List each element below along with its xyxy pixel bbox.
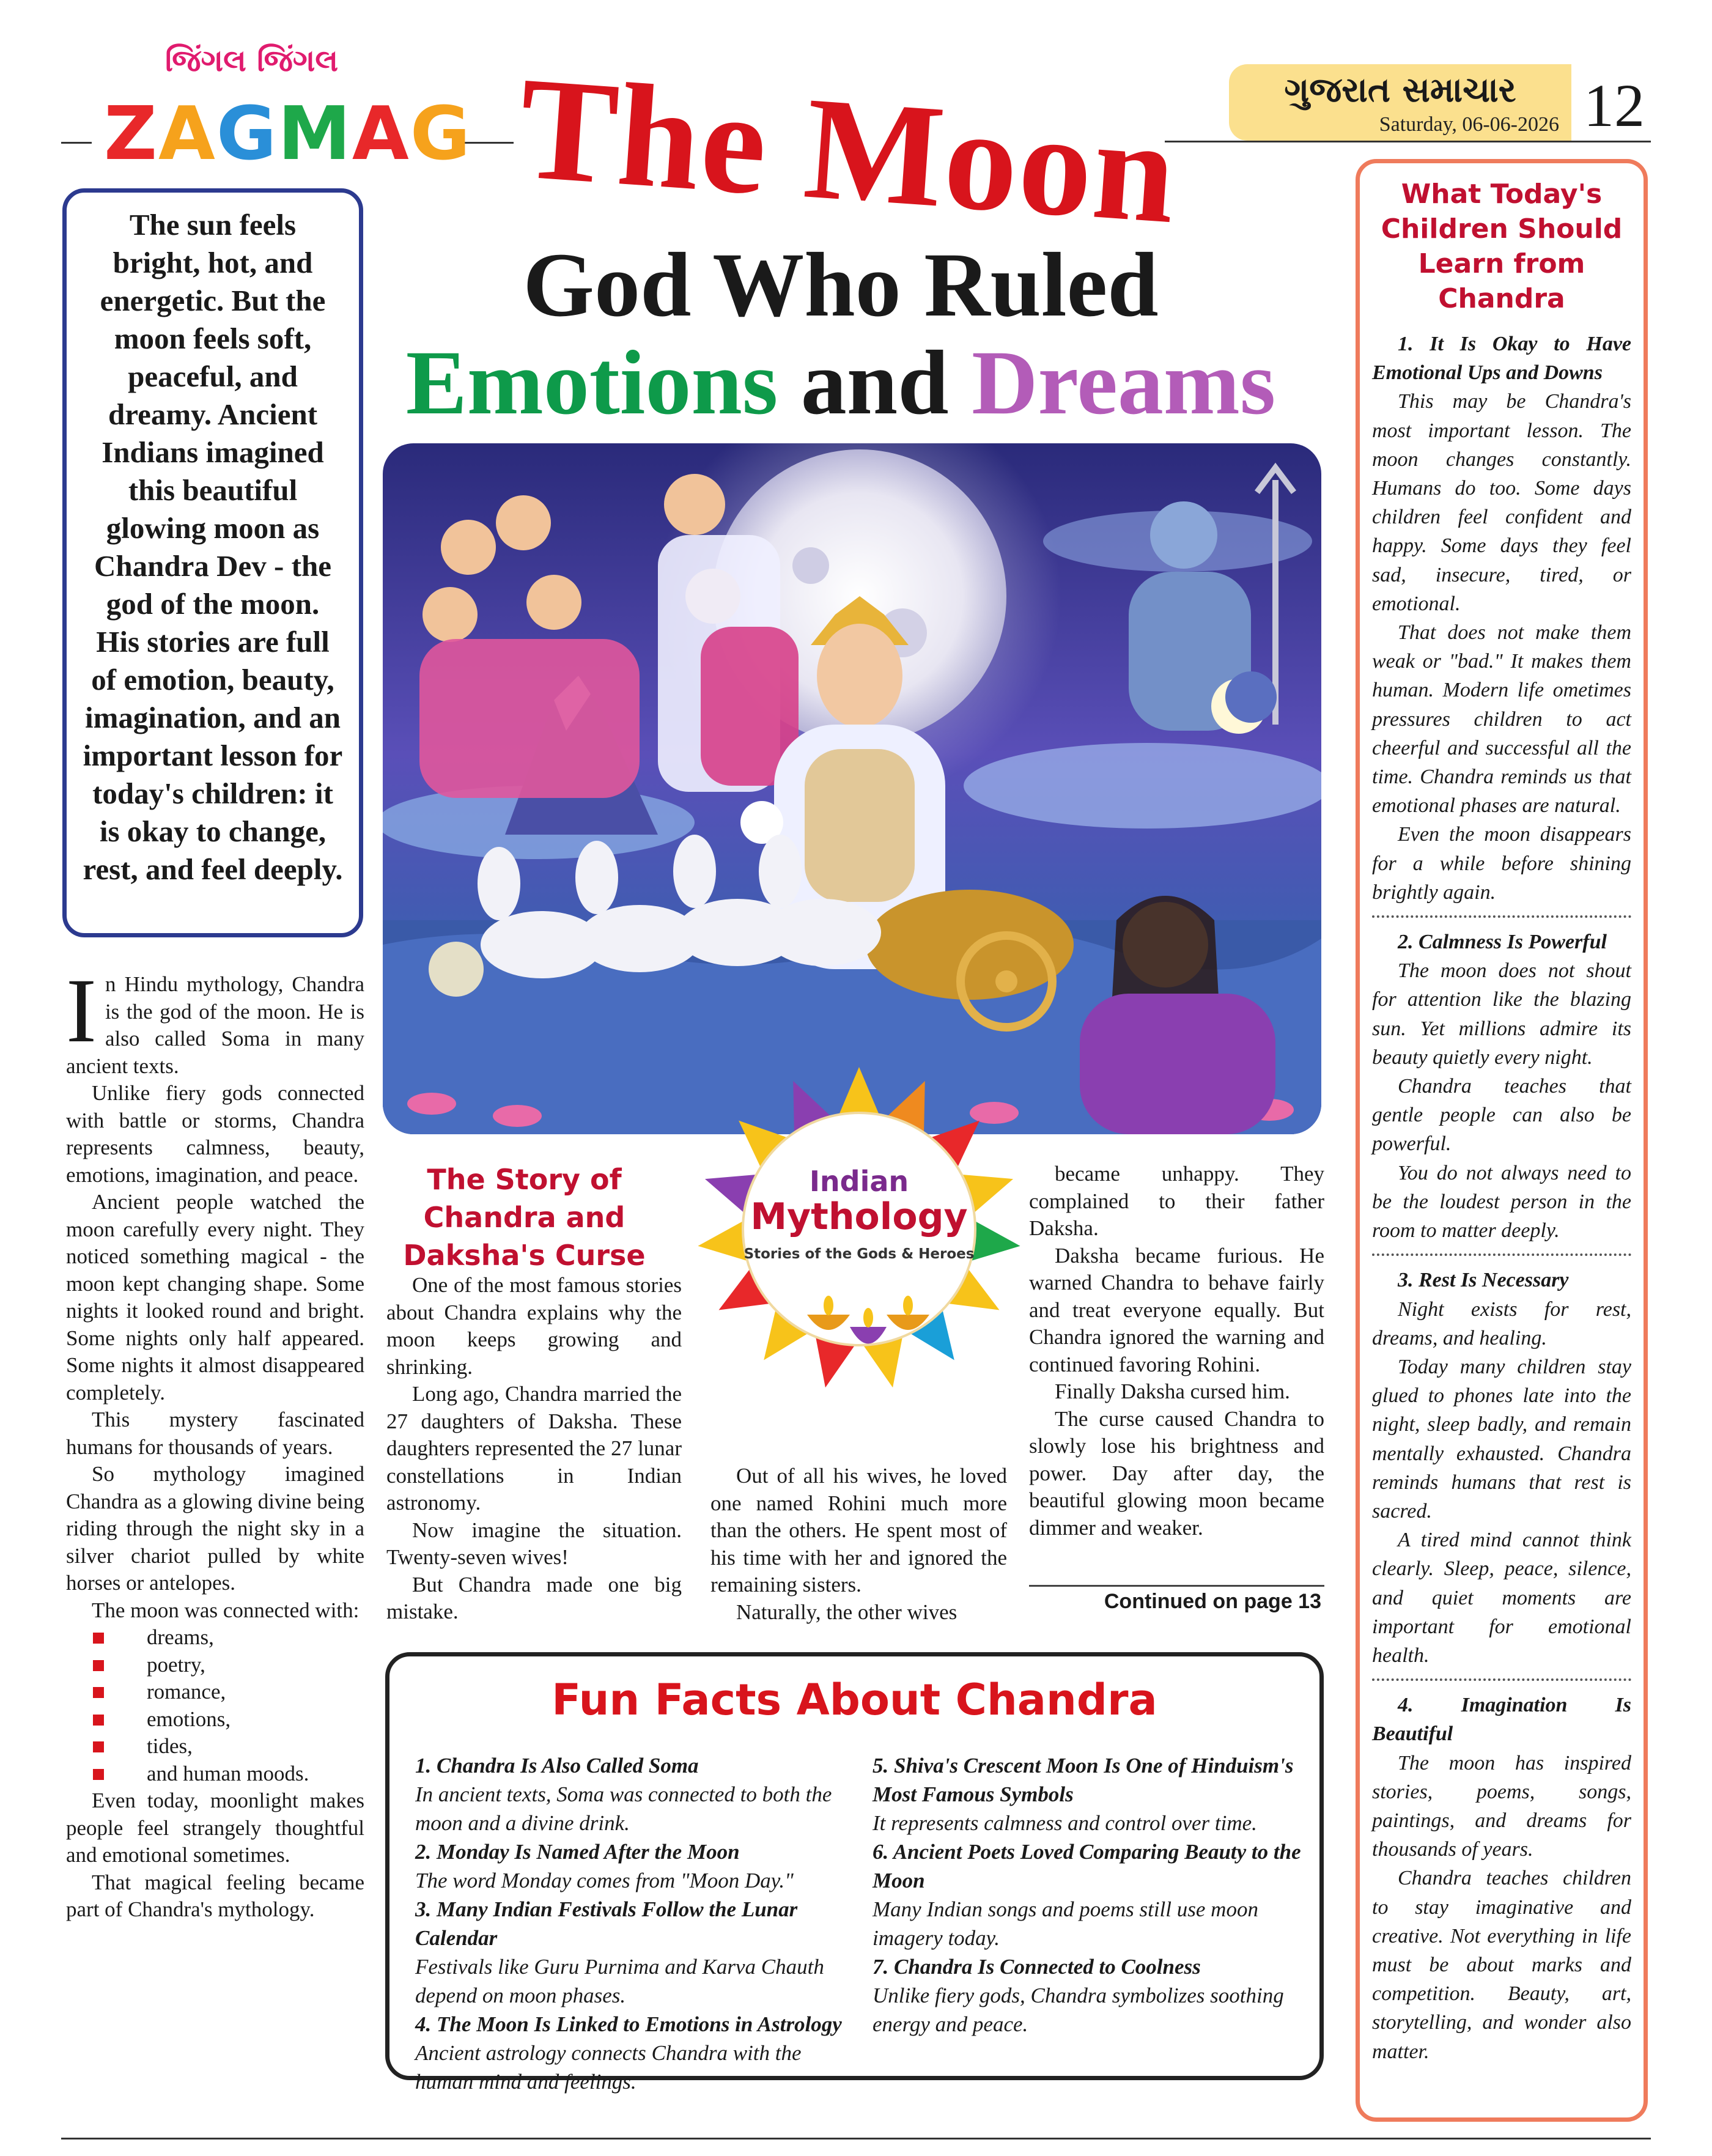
headline-the-moon: The Moon — [514, 45, 1183, 254]
logo-letter: Z — [104, 92, 159, 177]
sidebar-para: The moon does not shout for attention like the blazing sun. Yet millions admire its beauty quietly every night. — [1372, 959, 1631, 1069]
lessons-sidebar — [1356, 159, 1648, 2122]
zagmag-logo — [92, 43, 472, 183]
left-para-6: The moon was connected with: — [92, 1598, 360, 1622]
fact-text: Ancient astrology connects Chandra with the human mind and feelings. — [415, 2041, 802, 2094]
sidebar-section-3 — [1372, 1266, 1631, 1670]
story-heading: The Story of Chandra and Daksha's Curse — [403, 1163, 646, 1272]
sidebar-para: Chandra teaches that gentle people can also be powerful. — [1372, 1075, 1631, 1156]
sidebar-para: That does not make them weak or "bad." It makes them human. Modern life ometimes pressures children to act cheerful and successful all the time. Chandra reminds us that emotional phases are natural. — [1372, 621, 1631, 818]
logo-letter: G — [216, 92, 278, 177]
fun-facts-column-2 — [873, 1751, 1307, 2039]
badge-flower-art — [685, 1058, 1033, 1425]
sidebar-section-1 — [1372, 330, 1631, 907]
list-item: romance, — [79, 1678, 364, 1706]
sidebar-section-heading: 2. Calmness Is Powerful — [1398, 931, 1607, 954]
fact-heading: 3. Many Indian Festivals Follow the Lunar Calendar — [415, 1897, 798, 1950]
sidebar-section-2 — [1372, 928, 1631, 1245]
fact-heading: 6. Ancient Poets Loved Comparing Beauty to the Moon — [873, 1840, 1301, 1892]
story-para: Out of all his wives, he loved one named Rohini much more than the others. He spent most of his time with her and ignored the remaining sisters. — [710, 1464, 1007, 1597]
sidebar-para: Chandra teaches children to stay imaginative and creative. Not everything in life must be about marks and competition. Beauty, art, storytelling, and wonder also matter. — [1372, 1867, 1631, 2063]
sidebar-divider — [1372, 1253, 1631, 1256]
headline-word-emotions: Emotions — [405, 332, 778, 434]
sidebar-section-heading: 4. Imagination Is Beautiful — [1372, 1694, 1631, 1746]
story-para: Finally Daksha cursed him. — [1055, 1379, 1290, 1403]
chandra-illustration-art — [383, 443, 1321, 1134]
left-para-7: Even today, moonlight makes people feel strangely thoughtful and emotional sometimes. — [66, 1789, 364, 1867]
logo-letter: A — [158, 92, 216, 177]
logo-word — [104, 92, 471, 177]
left-para-8: That magical feeling became part of Chandra's mythology. — [66, 1870, 364, 1921]
headline-word-and: and — [800, 332, 949, 434]
logo-letter: G — [410, 92, 472, 177]
fun-facts-column-1 — [415, 1751, 849, 2096]
header-rule-right — [1165, 141, 1651, 142]
sidebar-para: Night exists for rest, dreams, and healing. — [1372, 1298, 1631, 1349]
story-para: One of the most famous stories about Chandra explains why the moon keeps growing and shrinking. — [386, 1273, 682, 1379]
left-para-3: Ancient people watched the moon carefully every night. They noticed something magical - the moon kept changing shape. Some nights it looked round and bright. Some nights only half appeared. Some nights it almost disappeared completely. — [66, 1190, 364, 1405]
story-para: Daksha became furious. He warned Chandra to behave fairly and treat everyone equally. But Chandra ignored the warning and continued favoring Rohini. — [1029, 1243, 1324, 1376]
logo-gujarati-text: જિંગલ જિંગલ — [165, 43, 339, 78]
story-para: The curse caused Chandra to slowly lose his brightness and power. Day after day, the beautiful glowing moon became dimmer and weaker. — [1029, 1406, 1324, 1540]
story-para: Now imagine the situation. Twenty-seven wives! — [386, 1518, 682, 1569]
masthead-date: Saturday, 06-06-2026 — [1379, 113, 1559, 136]
sidebar-para: You do not always need to be the loudest person in the room to matter deeply. — [1372, 1161, 1631, 1242]
story-para: Naturally, the other wives — [736, 1600, 957, 1624]
story-para: became unhappy. They complained to their father Daksha. — [1029, 1162, 1324, 1240]
story-para: But Chandra made one big mistake. — [386, 1572, 682, 1623]
intro-box: The sun feels bright, hot, and energetic. But the moon feels soft, peaceful, and dreamy. Ancient Indians imagined this beautiful glowing moon as Chandra Dev - the god of the moon. His stories are full of emotion, beauty, imagination, and an important lesson for today's children: it is okay to change, rest, and feel deeply. — [62, 188, 363, 937]
fact-text: Many Indian songs and poems still use moon imagery today. — [873, 1897, 1258, 1950]
fact-heading: 5. Shiva's Crescent Moon Is One of Hinduism's Most Famous Symbols — [873, 1754, 1294, 1806]
sidebar-divider — [1372, 1678, 1631, 1681]
chandra-illustration — [383, 443, 1321, 1134]
sidebar-section-heading: 1. It Is Okay to Have Emotional Ups and Downs — [1372, 333, 1631, 385]
sidebar-section-4 — [1372, 1691, 1631, 2066]
continued-rule — [1029, 1585, 1324, 1587]
logo-letter: M — [278, 92, 352, 177]
sidebar-para: A tired mind cannot think clearly. Sleep, peace, silence, and quiet moments are important for emotional health. — [1372, 1529, 1631, 1667]
headline-emotions-and-dreams — [367, 330, 1315, 435]
sidebar-title: What Today's Children Should Learn from Chandra — [1381, 179, 1623, 314]
sidebar-para: The moon has inspired stories, poems, songs, paintings, and dreams for thousands of years. — [1372, 1751, 1631, 1861]
fact-text: The word Monday comes from "Moon Day." — [415, 1869, 794, 1892]
fact-heading: 2. Monday Is Named After the Moon — [415, 1840, 740, 1864]
headline-god-who-ruled: God Who Ruled — [523, 234, 1159, 336]
fact-text: In ancient texts, Soma was connected to both the moon and a divine drink. — [415, 1782, 832, 1835]
list-item: emotions, — [79, 1706, 364, 1733]
sidebar-para: This may be Chandra's most important lesson. The moon changes constantly. Humans do too. Some days children feel confident and happy. Some days they feel sad, insecure, tired, or emotional. — [1372, 390, 1631, 615]
fact-heading: 4. The Moon Is Linked to Emotions in Astrology — [415, 2012, 842, 2036]
badge-line-subtitle: Stories of the Gods & Heroes — [743, 1246, 975, 1262]
list-item: and human moods. — [79, 1760, 364, 1788]
fun-facts-box — [385, 1652, 1324, 2094]
story-column-1 — [386, 1272, 682, 1626]
sidebar-section-heading: 3. Rest Is Necessary — [1398, 1269, 1569, 1292]
fact-heading: 7. Chandra Is Connected to Coolness — [873, 1955, 1201, 1979]
logo-letter: A — [352, 92, 410, 177]
drop-cap: I — [66, 960, 97, 1061]
sidebar-para: Even the moon disappears for a while before shining brightly again. — [1372, 823, 1631, 904]
footer-rule — [61, 2138, 1651, 2139]
sidebar-divider — [1372, 915, 1631, 918]
badge-line-mythology: Mythology — [750, 1195, 968, 1238]
headline-word-dreams: Dreams — [972, 332, 1276, 434]
fact-text: It represents calmness and control over time. — [873, 1811, 1257, 1835]
indian-mythology-badge — [685, 1058, 1033, 1425]
sidebar-para: Today many children stay glued to phones late into the night, sleep badly, and remain mentally exhausted. Chandra reminds humans that rest is sacred. — [1372, 1355, 1631, 1523]
list-item: tides, — [79, 1733, 364, 1760]
story-para: Long ago, Chandra married the 27 daughters of Daksha. These daughters represented the 27 lunar constellations in Indian astronomy. — [386, 1382, 682, 1515]
badge-line-indian: Indian — [809, 1165, 909, 1198]
page-number: 12 — [1584, 72, 1645, 139]
newspaper-masthead — [1229, 64, 1571, 141]
list-item: dreams, — [79, 1624, 364, 1652]
list-item: poetry, — [79, 1652, 364, 1679]
moon-connections-list — [66, 1624, 364, 1787]
fact-heading: 1. Chandra Is Also Called Soma — [415, 1754, 699, 1778]
left-para-2: Unlike fiery gods connected with battle or storms, Chandra represents calmness, beauty, emotions, imagination, and peace. — [66, 1081, 364, 1187]
fact-text: Unlike fiery gods, Chandra symbolizes soothing energy and peace. — [873, 1984, 1284, 2036]
left-article-column — [66, 960, 364, 1924]
story-column-3 — [1029, 1161, 1324, 1541]
story-column-2 — [710, 1463, 1007, 1626]
fact-text: Festivals like Guru Purnima and Karva Chauth depend on moon phases. — [415, 1955, 824, 2007]
masthead-title: ગુજરાત સમાચાર — [1284, 70, 1516, 110]
header-rule-left — [61, 142, 92, 144]
continued-on-page[interactable]: Continued on page 13 — [1104, 1590, 1321, 1613]
left-para-4: This mystery fascinated humans for thousands of years. — [66, 1408, 364, 1459]
fun-facts-title: Fun Facts About Chandra — [552, 1675, 1157, 1725]
left-para-1 — [66, 960, 364, 1080]
left-para-1-text: n Hindu mythology, Chandra is the god of the moon. He is also called Soma in many ancient texts. — [66, 972, 364, 1078]
left-para-5: So mythology imagined Chandra as a glowing divine being riding through the night sky in a silver chariot pulled by white horses or antelopes. — [66, 1462, 364, 1595]
